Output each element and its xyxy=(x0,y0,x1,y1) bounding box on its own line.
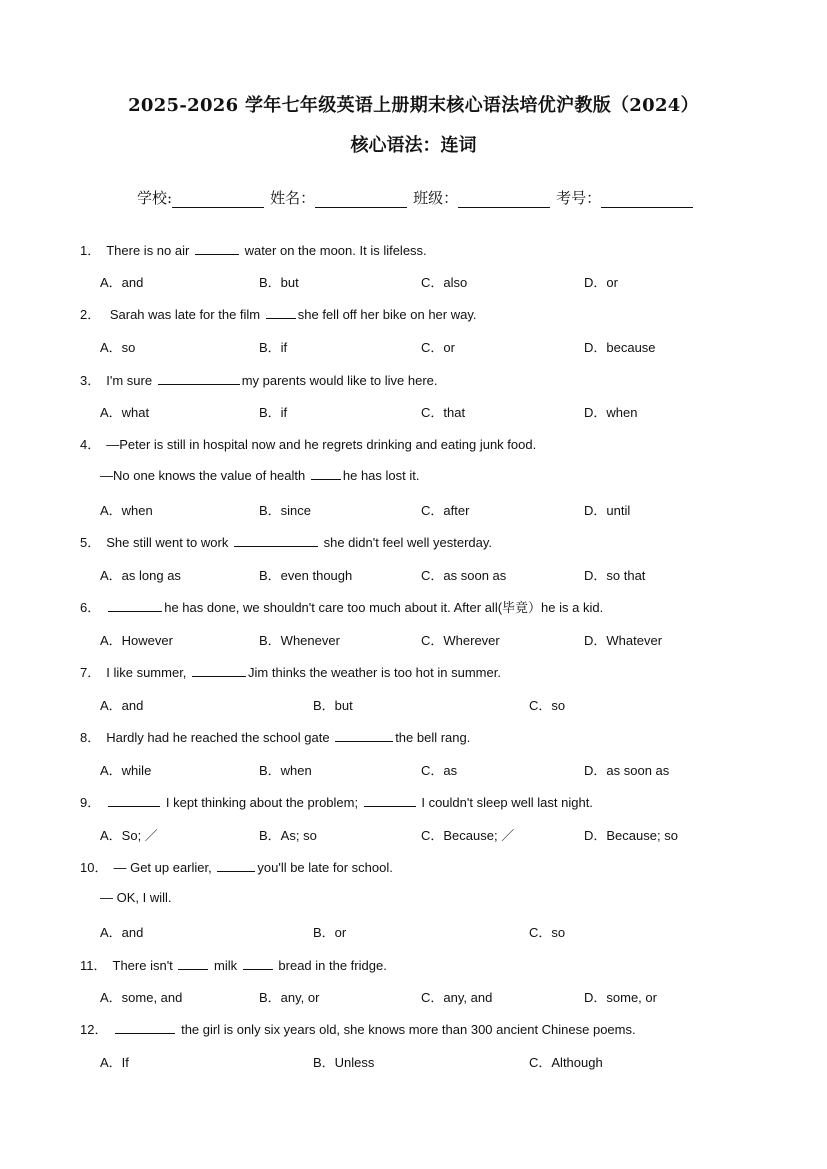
option[interactable]: D．Because; so xyxy=(584,828,678,843)
question-4-line-2 xyxy=(100,467,419,483)
answer-blank[interactable] xyxy=(192,664,246,677)
school-label: 学校: xyxy=(137,189,173,207)
option[interactable]: B．As; so xyxy=(259,828,317,843)
answer-blank[interactable] xyxy=(243,957,273,970)
question-text: she didn't feel well yesterday. xyxy=(323,535,493,550)
class-field[interactable] xyxy=(458,191,550,208)
answer-blank[interactable] xyxy=(108,794,160,807)
option[interactable]: A．and xyxy=(100,925,144,940)
question-text: my parents would like to live here. xyxy=(241,373,438,388)
option[interactable]: A．some, and xyxy=(100,990,183,1005)
question-4 xyxy=(80,434,536,453)
question-text: he has lost it. xyxy=(342,468,420,483)
option[interactable]: B．if xyxy=(259,340,288,355)
question-number: 12． xyxy=(80,1022,108,1037)
question-7 xyxy=(80,662,501,681)
question-text: — Get up earlier, xyxy=(113,860,212,875)
answer-blank[interactable] xyxy=(234,534,318,547)
question-5 xyxy=(80,532,492,551)
option[interactable]: A．If xyxy=(100,1055,129,1070)
option[interactable]: D．Whatever xyxy=(584,633,663,648)
page-subtitle: 核心语法：连词 xyxy=(350,135,477,156)
option[interactable]: D．some, or xyxy=(584,990,657,1005)
question-text: water on the moon. It is lifeless. xyxy=(244,243,427,258)
question-10 xyxy=(80,857,393,876)
option[interactable]: C．Although xyxy=(529,1055,603,1070)
question-number: 7． xyxy=(80,665,101,680)
option[interactable]: B．since xyxy=(259,503,312,518)
option[interactable]: B．any, or xyxy=(259,990,320,1005)
option[interactable]: B．even though xyxy=(259,568,353,583)
option[interactable]: A．So; ／ xyxy=(100,828,158,843)
question-number: 9． xyxy=(80,795,101,810)
class-label: 班级： xyxy=(413,189,459,207)
question-text: She still went to work xyxy=(106,535,229,550)
question-number: 5． xyxy=(80,535,101,550)
option[interactable]: C．as soon as xyxy=(421,568,507,583)
question-text: you'll be late for school. xyxy=(257,860,393,875)
option[interactable]: D．or xyxy=(584,275,618,290)
question-text: I'm sure xyxy=(106,373,153,388)
question-number: 1． xyxy=(80,243,101,258)
option[interactable]: B．but xyxy=(313,698,353,713)
question-number: 10． xyxy=(80,860,108,875)
option[interactable]: A．as long as xyxy=(100,568,181,583)
question-number: 4． xyxy=(80,437,101,452)
question-text: There is no air xyxy=(106,243,190,258)
question-text: — OK, I will. xyxy=(100,890,172,905)
option[interactable]: B．but xyxy=(259,275,299,290)
name-label: 姓名： xyxy=(270,189,316,207)
question-2 xyxy=(80,304,477,323)
option[interactable]: A．what xyxy=(100,405,150,420)
option[interactable]: C．Wherever xyxy=(421,633,500,648)
option[interactable]: C．that xyxy=(421,405,466,420)
option[interactable]: A．when xyxy=(100,503,153,518)
option[interactable]: A．and xyxy=(100,275,144,290)
option[interactable]: C．after xyxy=(421,503,470,518)
question-1 xyxy=(80,240,427,259)
question-number: 3． xyxy=(80,373,101,388)
option[interactable]: C．as xyxy=(421,763,458,778)
option[interactable]: B．or xyxy=(313,925,347,940)
question-6 xyxy=(80,597,603,616)
option[interactable]: A．while xyxy=(100,763,152,778)
student-info-row xyxy=(137,187,699,208)
question-text: I like summer, xyxy=(106,665,187,680)
question-text: There isn't xyxy=(112,958,173,973)
question-text: Sarah was late for the film xyxy=(106,307,261,322)
option[interactable]: A．and xyxy=(100,698,144,713)
option[interactable]: A．However xyxy=(100,633,173,648)
question-3 xyxy=(80,370,438,389)
option[interactable]: A．so xyxy=(100,340,136,355)
option[interactable]: C．any, and xyxy=(421,990,493,1005)
question-number: 11． xyxy=(80,958,107,973)
option[interactable]: B．if xyxy=(259,405,288,420)
question-text: he has done, we shouldn't care too much about it. After all(毕竟）he is a kid. xyxy=(164,600,604,615)
option[interactable]: C．Because; ／ xyxy=(421,828,515,843)
option[interactable]: D．because xyxy=(584,340,656,355)
question-number: 2． xyxy=(80,307,101,322)
answer-blank[interactable] xyxy=(115,1021,175,1034)
answer-blank[interactable] xyxy=(217,859,255,872)
option[interactable]: B．Whenever xyxy=(259,633,340,648)
answer-blank[interactable] xyxy=(195,242,239,255)
answer-blank[interactable] xyxy=(364,794,416,807)
option[interactable]: C．so xyxy=(529,925,566,940)
option[interactable]: B．Unless xyxy=(313,1055,375,1070)
answer-blank[interactable] xyxy=(158,372,240,385)
question-text: I couldn't sleep well last night. xyxy=(421,795,593,810)
question-number: 8． xyxy=(80,730,101,745)
question-text: Jim thinks the weather is too hot in summer. xyxy=(248,665,501,680)
exam-no-label: 考号： xyxy=(556,189,602,207)
question-9 xyxy=(80,792,593,811)
question-text: she fell off her bike on her way. xyxy=(297,307,477,322)
school-field[interactable] xyxy=(172,191,264,208)
answer-blank[interactable] xyxy=(266,306,296,319)
question-number: 6． xyxy=(80,600,101,615)
option[interactable]: C．or xyxy=(421,340,455,355)
option[interactable]: D．so that xyxy=(584,568,646,583)
page-title: 2025-2026 学年七年级英语上册期末核心语法培优沪教版（2024） xyxy=(128,95,699,116)
option[interactable]: D．until xyxy=(584,503,631,518)
question-text: the bell rang. xyxy=(395,730,471,745)
option[interactable]: C．so xyxy=(529,698,566,713)
question-12 xyxy=(80,1019,636,1038)
option[interactable]: D．when xyxy=(584,405,638,420)
question-10-line-2 xyxy=(100,890,172,905)
answer-blank[interactable] xyxy=(178,957,208,970)
question-text: I kept thinking about the problem; xyxy=(165,795,359,810)
question-text: the girl is only six years old, she knows more than 300 ancient Chinese poems. xyxy=(181,1022,636,1037)
exam-no-field[interactable] xyxy=(601,191,693,208)
question-text: —No one knows the value of health xyxy=(100,468,306,483)
question-text: Hardly had he reached the school gate xyxy=(106,730,330,745)
question-text: bread in the fridge. xyxy=(278,958,387,973)
question-8 xyxy=(80,727,470,746)
question-text: —Peter is still in hospital now and he regrets drinking and eating junk food. xyxy=(106,437,537,452)
answer-blank[interactable] xyxy=(108,599,162,612)
answer-blank[interactable] xyxy=(311,467,341,480)
option[interactable]: D．as soon as xyxy=(584,763,670,778)
question-11 xyxy=(80,955,387,974)
option[interactable]: B．when xyxy=(259,763,312,778)
option[interactable]: C．also xyxy=(421,275,468,290)
answer-blank[interactable] xyxy=(335,729,393,742)
question-text: milk xyxy=(214,958,238,973)
name-field[interactable] xyxy=(315,191,407,208)
